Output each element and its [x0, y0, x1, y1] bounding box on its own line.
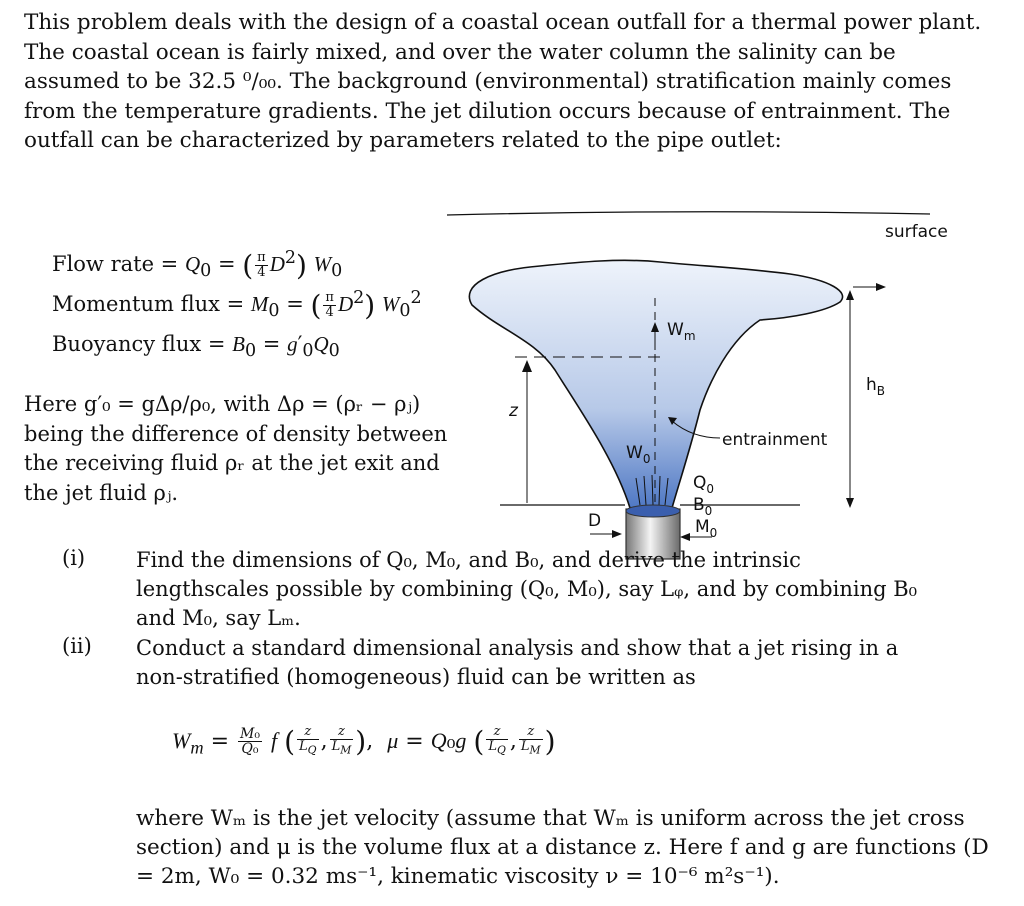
jet-scaling-equation: $W_m$ = $\frac{\text{M₀}}{\text{Q₀}}$ f ( $\frac{z}{L_Q}$ , $\frac{z}{L_M}$ ), μ = Q₀g ( $\frac{z}{L_Q}$ , $\frac{z}{L_M}$ ): [172, 724, 556, 758]
buoyancy-flux-equation: Buoyancy flux = $B_0 = g'_0Q_0$: [52, 332, 340, 362]
question-ii-text: Conduct a standard dimensional analysis and show that a jet rising in a non-stratified (homogeneous) fluid can be written as: [136, 636, 899, 689]
entrainment-label: entrainment: [722, 430, 828, 450]
surface-label: surface: [885, 222, 948, 242]
plume-shape: [469, 260, 842, 508]
flow-rate-equation: Flow rate = $Q_0$ = ( $\frac{\pi}{4}$ $D^2$) $W_0$: [52, 248, 343, 282]
flow-rate-label: Flow rate =: [52, 252, 185, 276]
momentum-flux-equation: Momentum flux = $M_0$ = ( $\frac{\pi}{4}$ $D^2$) $W_0^2$: [52, 288, 422, 322]
surface-line: [447, 212, 930, 215]
m0-label: $M_0$: [695, 517, 718, 540]
z-label: z: [509, 401, 518, 421]
buoyancy-flux-label: Buoyancy flux =: [52, 332, 233, 356]
wm-label: $W_m$: [667, 320, 696, 343]
q0-label: $Q_0$: [693, 473, 715, 496]
momentum-flux-label: Momentum flux =: [52, 292, 251, 316]
problem-intro: This problem deals with the design of a coastal ocean outfall for a thermal power plant. The coastal ocean is fairly mixed, and over the water column the salinity can be assumed to be 32.5 ⁰/₀₀. The background (environmental) stratification mainly comes from the temperature gradients. The jet dilution occurs because of entrainment. The outfall can be characterized by parameters related to the pipe outlet:: [24, 10, 982, 153]
question-i-text: Find the dimensions of Q₀, M₀, and B₀, and derive the intrinsic lengthscales possible by combining (Q₀, M₀), say Lᵩ, and by combining B₀ and M₀, say Lₘ.: [136, 548, 918, 630]
hb-label: $h_B$: [866, 375, 886, 398]
reduced-gravity-definition: Here g′₀ = gΔρ/ρ₀, with Δρ = (ρᵣ − ρⱼ) being the difference of density between the receiving fluid ρᵣ at the jet exit and the jet fluid ρⱼ.: [24, 392, 448, 505]
d-label: D: [588, 511, 602, 531]
question-i-label: (i): [62, 546, 86, 570]
outfall-diagram: [440, 200, 960, 570]
tail-paragraph: where Wₘ is the jet velocity (assume that Wₘ is uniform across the jet cross section) and μ is the volume flux at a distance z. Here f and g are functions (D = 2m, W₀ = 0.32 ms⁻¹, kinematic viscosity ν = 10⁻⁶ m²s⁻¹).: [136, 806, 989, 889]
b0-label: $B_0$: [693, 495, 713, 518]
question-ii-label: (ii): [62, 634, 92, 658]
w0-label: $W_0$: [626, 443, 651, 466]
